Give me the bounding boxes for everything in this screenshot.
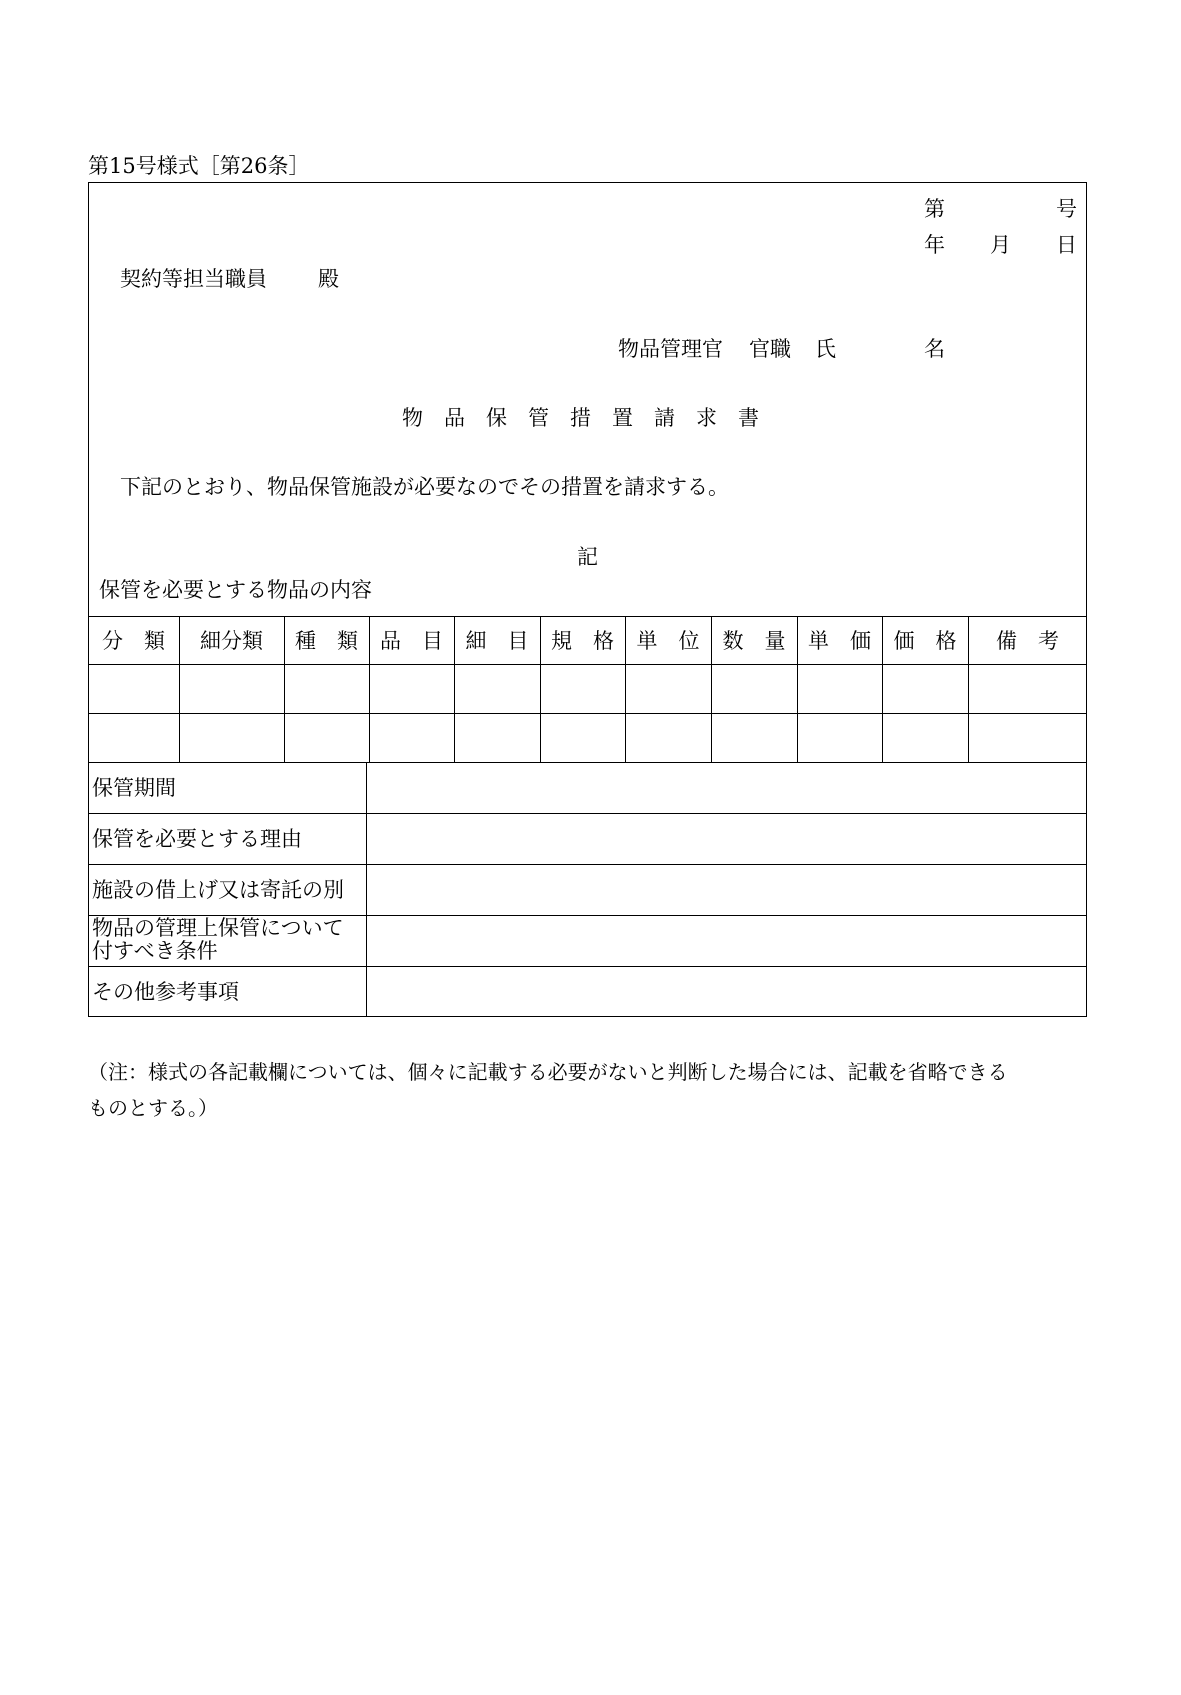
sender-title: 物品管理官	[618, 337, 723, 361]
column-header-subitem: 細 目	[465, 629, 529, 653]
body-text: 下記のとおり、物品保管施設が必要なのでその措置を請求する。	[120, 475, 729, 499]
detail-row-line	[88, 864, 1087, 865]
detail-row-line	[88, 813, 1087, 814]
sender-name-1: 氏	[815, 337, 836, 361]
form-number: 第15号様式［第26条］	[88, 154, 310, 178]
column-header-type: 種 類	[295, 629, 358, 653]
column-header-classification: 分 類	[102, 629, 165, 653]
addressee-honorific: 殿	[318, 267, 339, 291]
column-header-subclassification: 細分類	[200, 629, 263, 653]
item-table-row-line	[88, 713, 1087, 714]
doc-number-prefix: 第	[924, 197, 945, 221]
column-header-price: 価 格	[893, 629, 957, 653]
detail-table-col-line	[366, 762, 367, 1017]
date-month: 月	[990, 233, 1011, 257]
date-year: 年	[924, 233, 945, 257]
detail-label-storage-period: 保管期間	[92, 776, 176, 800]
item-table-top-line	[88, 616, 1087, 617]
item-table-header-line	[88, 664, 1087, 665]
column-header-item: 品 目	[380, 629, 443, 653]
note-line-2: ものとする。）	[88, 1096, 218, 1120]
column-header-remarks: 備 考	[996, 629, 1059, 653]
addressee: 契約等担当職員	[120, 267, 267, 291]
sender-post: 官職	[749, 337, 791, 361]
detail-label-storage-reason: 保管を必要とする理由	[92, 827, 302, 851]
column-header-unit: 単 位	[636, 629, 700, 653]
column-header-spec: 規 格	[551, 629, 614, 653]
ki-label: 記	[577, 545, 598, 569]
item-table-bottom-line	[88, 762, 1087, 763]
detail-label-conditions-line1: 物品の管理上保管について	[92, 916, 344, 940]
column-header-quantity: 数 量	[722, 629, 786, 653]
detail-label-other-notes: その他参考事項	[92, 980, 239, 1004]
detail-label-facility-type: 施設の借上げ又は寄託の別	[92, 878, 344, 902]
detail-label-conditions-line2: 付すべき条件	[92, 939, 218, 963]
doc-number-suffix: 号	[1056, 197, 1077, 221]
date-day: 日	[1056, 233, 1077, 257]
detail-row-line	[88, 966, 1087, 967]
document-title: 物 品 保 管 措 置 請 求 書	[402, 406, 759, 430]
column-header-unit-price: 単 価	[808, 629, 871, 653]
note-line-1: （注：様式の各記載欄については、個々に記載する必要がないと判断した場合には、記載を省略できる	[88, 1060, 1008, 1084]
section-label: 保管を必要とする物品の内容	[99, 578, 372, 602]
sender-name-2: 名	[924, 337, 945, 361]
